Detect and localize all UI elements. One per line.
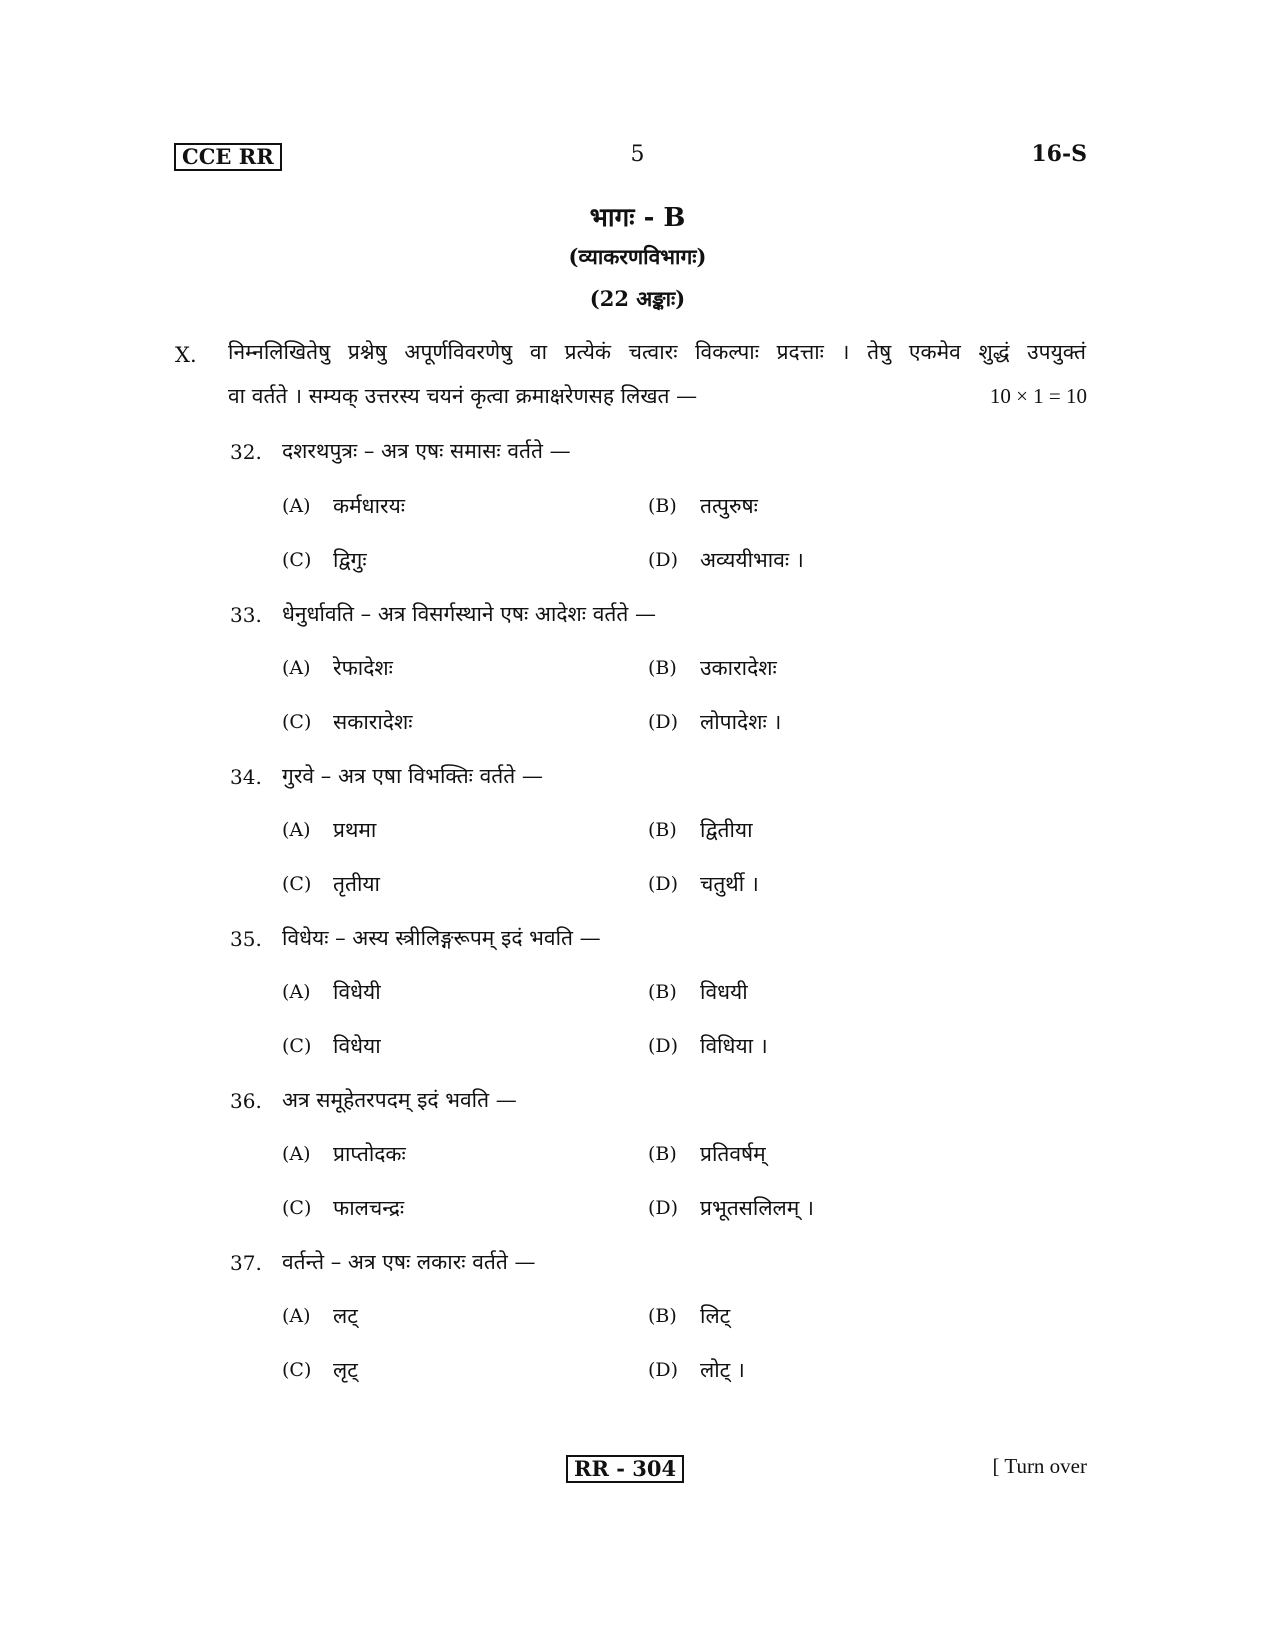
option-text: लोपादेशः । (700, 710, 782, 734)
section-instruction-line2: वा वर्तते । सम्यक् उत्तरस्य चयनं कृत्वा क्रमाक्षरेणसह लिखत — (228, 384, 698, 408)
option-label: (C) (282, 711, 312, 733)
footer-code-box: RR - 304 (566, 1455, 684, 1483)
option-text: प्रथमा (333, 818, 377, 842)
option-label: (B) (648, 495, 677, 517)
option-label: (B) (648, 1305, 677, 1327)
option-label: (D) (648, 711, 679, 733)
exam-code-box: CCE RR (174, 143, 282, 171)
option-text: विधयी (700, 980, 748, 1004)
option-text: कर्मधारयः (333, 494, 406, 518)
question-number: 36. (230, 1089, 262, 1113)
option-label: (C) (282, 1359, 312, 1381)
part-subtitle: (व्याकरणविभागः) (568, 244, 707, 269)
part-marks: (22 अङ्काः) (589, 286, 686, 311)
option-text: द्वितीया (700, 818, 753, 842)
option-text: उकारादेशः (700, 656, 777, 680)
paper-code: 16-S (1031, 141, 1087, 167)
option-text: विधिया । (700, 1034, 768, 1058)
option-label: (C) (282, 1197, 312, 1219)
option-label: (B) (648, 819, 677, 841)
question-number: 32. (230, 440, 262, 464)
question-number: 33. (230, 603, 262, 627)
option-text: लिट् (700, 1304, 731, 1328)
option-label: (A) (282, 981, 311, 1003)
question-text: गुरवे – अत्र एषा विभक्तिः वर्तते — (282, 764, 543, 788)
option-text: लट् (333, 1304, 358, 1328)
section-marks: 10 × 1 = 10 (989, 384, 1087, 408)
option-text: लोट् । (700, 1358, 745, 1382)
option-label: (C) (282, 1035, 312, 1057)
option-text: विधेया (333, 1034, 381, 1058)
section-instruction-line1: निम्नलिखितेषु प्रश्नेषु अपूर्णविवरणेषु वा प्रत्येकं चत्वारः विकल्पाः प्रदत्ताः । तेषु एकमेव शुद्धं उपयुक्तं (228, 340, 1086, 364)
option-label: (C) (282, 873, 312, 895)
question-text: दशरथपुत्रः – अत्र एषः समासः वर्तते — (282, 439, 571, 463)
question-number: 37. (230, 1251, 262, 1275)
option-text: चतुर्थी । (700, 872, 759, 896)
question-text: विधेयः – अस्य स्त्रीलिङ्गरूपम् इदं भवति — (282, 926, 601, 950)
option-label: (D) (648, 873, 679, 895)
option-text: फालचन्द्रः (333, 1196, 405, 1220)
option-label: (A) (282, 819, 311, 841)
question-text: अत्र समूहेतरपदम् इदं भवति — (282, 1088, 517, 1112)
option-label: (D) (648, 1035, 679, 1057)
question-text: वर्तन्ते – अत्र एषः लकारः वर्तते — (282, 1250, 536, 1274)
option-text: तृतीया (333, 872, 380, 896)
option-text: रेफादेशः (333, 656, 393, 680)
option-label: (B) (648, 1143, 677, 1165)
option-label: (C) (282, 549, 312, 571)
question-number: 34. (230, 765, 262, 789)
option-text: सकारादेशः (333, 710, 413, 734)
page-number: 5 (630, 142, 645, 167)
section-label: X. (175, 343, 197, 367)
option-text: प्रभूतसलिलम् । (700, 1196, 814, 1220)
option-label: (A) (282, 1305, 311, 1327)
option-label: (A) (282, 495, 311, 517)
part-title: भागः - B (589, 203, 686, 233)
option-text: द्विगुः (333, 548, 367, 572)
question-number: 35. (230, 927, 262, 951)
option-label: (A) (282, 657, 311, 679)
option-label: (D) (648, 549, 679, 571)
option-text: अव्ययीभावः । (700, 548, 804, 572)
option-label: (A) (282, 1143, 311, 1165)
option-label: (B) (648, 981, 677, 1003)
option-label: (B) (648, 657, 677, 679)
option-label: (D) (648, 1359, 679, 1381)
option-text: तत्पुरुषः (700, 494, 758, 518)
option-label: (D) (648, 1197, 679, 1219)
turn-over-note: [ Turn over (992, 1454, 1087, 1478)
option-text: लृट् (333, 1358, 358, 1382)
option-text: विधेयी (333, 980, 381, 1004)
question-text: धेनुर्धावति – अत्र विसर्गस्थाने एषः आदेशः वर्तते — (282, 602, 657, 626)
option-text: प्रतिवर्षम् (700, 1142, 766, 1166)
option-text: प्राप्तोदकः (333, 1142, 406, 1166)
